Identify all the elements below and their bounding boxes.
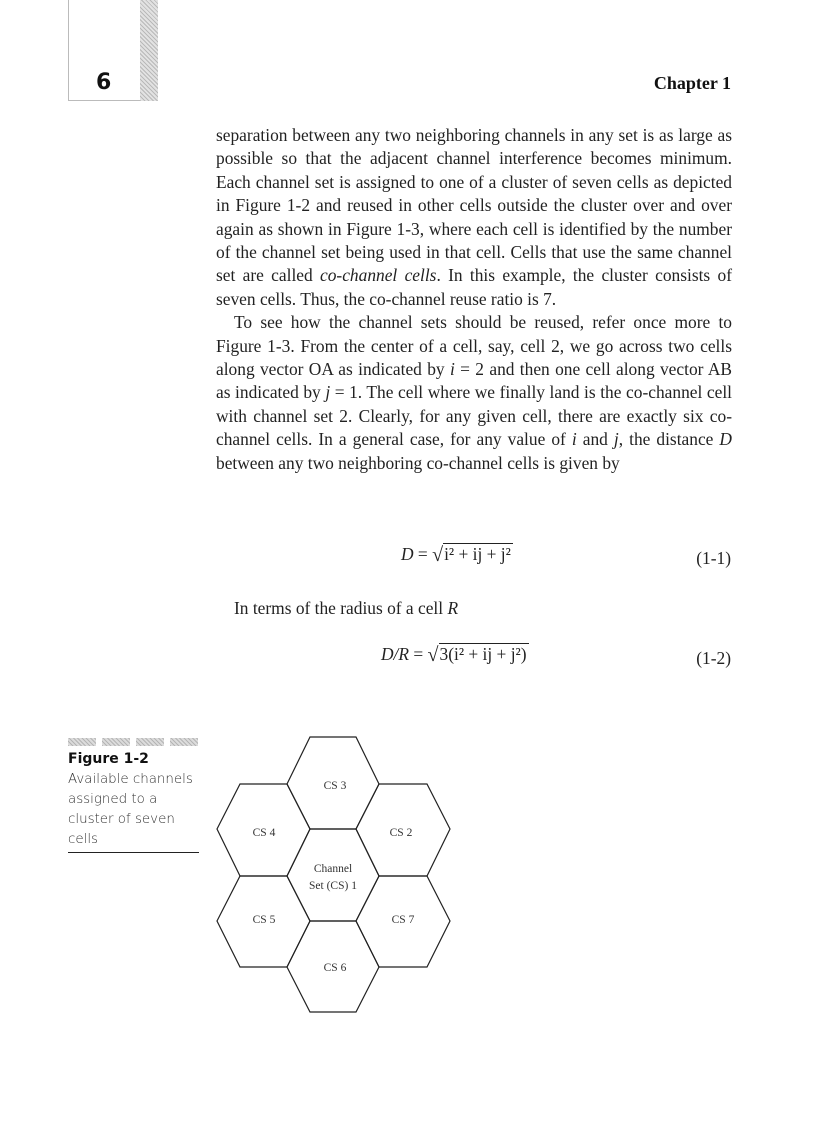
- equation-1-1: D = √i² + ij + j²: [401, 544, 511, 566]
- hex-label-cs1: Set (CS) 1: [309, 880, 357, 892]
- hex-label-cs4: CS 4: [252, 827, 276, 839]
- chapter-title: Chapter 1: [653, 73, 731, 93]
- hex-label-cs3: CS 3: [323, 780, 347, 792]
- hex-cell-cs1: [287, 829, 379, 921]
- equation-number: (1-1): [696, 548, 731, 568]
- figure-caption: Available channels assigned to a cluster of seven cells: [68, 772, 193, 847]
- paragraph-1: separation between any two neighboring channels in any set is as large as possible so that the adjacent channel interference becomes minimum. Each channel set is assigned to one of a cluster of seven cells as depicted in Figure 1-2 and reused in other cells outside the cluster over and over again as shown in Figure 1-3, where each cell is identified by the number of the channel set being used in that cell. Cells that use the same channel set are called co-channel cells. In this example, the cluster consists of seven cells. Thus, the co-channel reuse ratio is 7.: [216, 125, 732, 309]
- hex-label-cs6: CS 6: [323, 962, 347, 974]
- equation-1-2: D/R = √3(i² + ij + j²): [381, 644, 527, 666]
- figure-label: Figure 1-2: [68, 751, 149, 767]
- hex-label-cs5: CS 5: [252, 914, 276, 926]
- page-number: 6: [96, 70, 112, 95]
- emphasis-term: co-channel cells: [320, 265, 437, 286]
- square-root: √3(i² + ij + j²): [427, 644, 527, 666]
- equation-number: (1-2): [696, 648, 731, 668]
- square-root: √i² + ij + j²: [432, 544, 511, 566]
- hex-label-cs7: CS 7: [391, 914, 415, 926]
- hex-label-cs2: CS 2: [389, 827, 413, 839]
- transition-text: In terms of the radius of a cell R: [234, 598, 459, 618]
- paragraph-2: To see how the channel sets should be reused, refer once more to Figure 1-3. From the center of a cell, say, cell 2, we go across two cells along vector OA as indicated by i = 2 and then one cell along vector AB as indicated by j = 1. The cell where we finally land is the co-channel cell with channel set 2. Clearly, for any given cell, there are exactly six co-channel cells. In a general case, for any value of i and j, the distance D between any two neighboring co-channel cells is given by: [216, 312, 732, 473]
- hex-label-cs1: Channel: [313, 863, 353, 875]
